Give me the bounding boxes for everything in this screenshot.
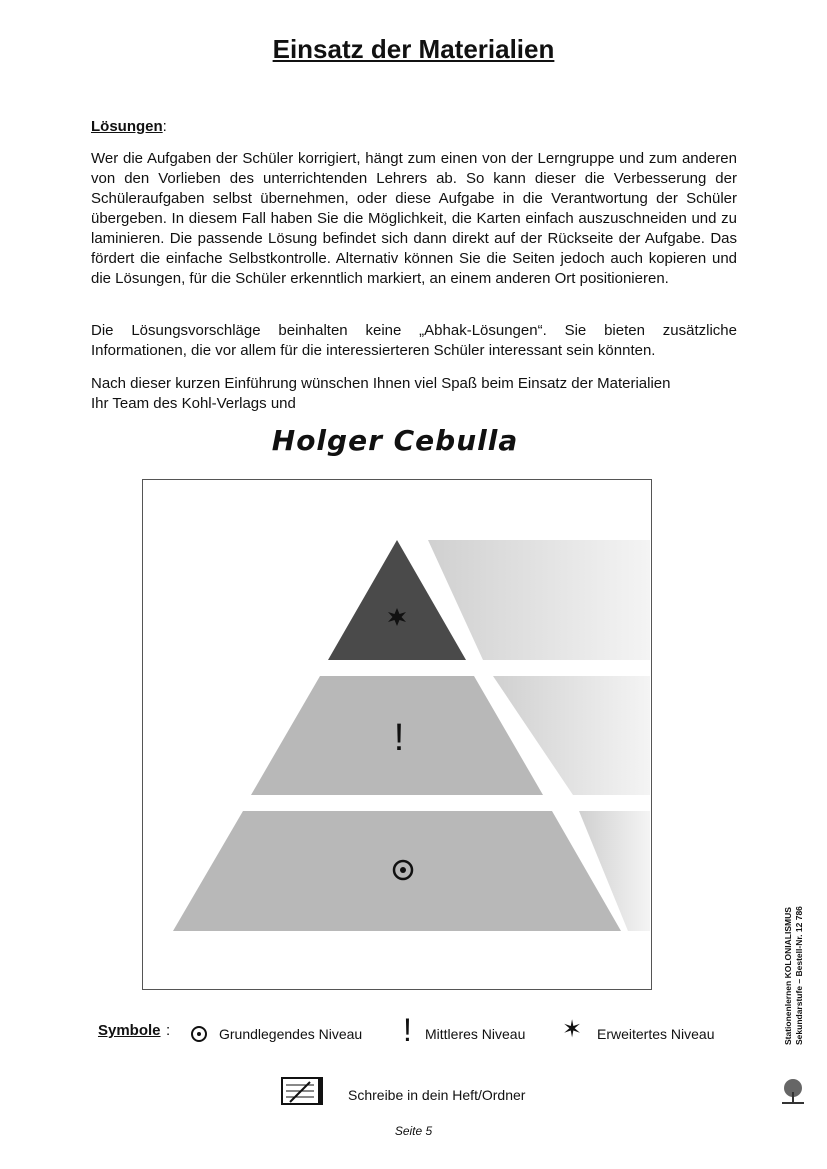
- legend-item-medium: Mittleres Niveau: [425, 1026, 526, 1042]
- legend-label: Symbole: [98, 1022, 161, 1039]
- legend-colon: :: [166, 1022, 171, 1039]
- target-circle-icon: [191, 1026, 207, 1042]
- legend-item-advanced: Erweitertes Niveau: [597, 1026, 715, 1042]
- shadow-band-top: [428, 540, 650, 660]
- page-number: Seite 5: [394, 1124, 433, 1138]
- legend-item-basic: Grundlegendes Niveau: [219, 1026, 363, 1042]
- publisher-logo-icon: [780, 1076, 806, 1106]
- side-info-text: [783, 855, 815, 1045]
- solutions-heading: [91, 118, 167, 135]
- solutions-paragraph-1: Wer die Aufgaben der Schüler korrigiert, hängt zum einen von der Lerngruppe und zum anderen von den Vorlieben des unterrichtenden Lehrers ab. So kann dieser die Verbesserung der Schüleraufgaben selbst übernehmen, oder diese Aufgabe in die Verantwortung der Schüler übergeben. In diesem Fall haben Sie die Möglichkeit, die Karten einfach auszuschneiden und zu laminieren. Die passende Lösung befindet sich dann direkt auf der Rückseite der Aufgabe. Das fördert die einfache Selbstkontrolle. Alternativ können Sie die Seiten jedoch auch kopieren und die Lösungen, für die Schüler erkenntlich markiert, an einem anderen Ort positionieren.: [91, 150, 737, 287]
- pyramid-level-bottom: [173, 811, 621, 931]
- exclamation-icon: !: [403, 1012, 412, 1048]
- notebook-instruction: Schreibe in dein Heft/Ordner: [348, 1087, 526, 1103]
- notebook-icon: [280, 1074, 326, 1108]
- pyramid-figure: [142, 479, 652, 990]
- star-icon: ✶: [562, 1016, 583, 1043]
- signature: Holger Cebulla: [271, 424, 519, 457]
- closing-line-1: Nach dieser kurzen Einführung wünschen Ihnen viel Spaß beim Einsatz der Materialien: [91, 375, 671, 392]
- solutions-heading-label: Lösungen: [91, 118, 163, 135]
- solutions-paragraph-2: Die Lösungsvorschläge beinhalten keine „Abhak-Lösungen“. Sie bieten zusätzliche Informationen, die vor allem für die interessierteren Schüler interessant sein könnten.: [91, 322, 737, 359]
- exclamation-icon: !: [393, 717, 405, 759]
- closing-line-2: Ihr Team des Kohl-Verlags und: [91, 395, 296, 412]
- closing-paragraph: [91, 374, 737, 414]
- side-info-line-1: Stationenlernen KOLONIALISMUS: [783, 907, 793, 1045]
- pyramid-graphic: [143, 480, 650, 988]
- symbol-legend: [0, 1012, 827, 1058]
- solutions-heading-colon: :: [162, 118, 167, 135]
- page-title: Einsatz der Materialien: [272, 34, 555, 64]
- side-info-line-2: Sekundarstufe – Bestell-Nr. 12 786: [794, 906, 804, 1045]
